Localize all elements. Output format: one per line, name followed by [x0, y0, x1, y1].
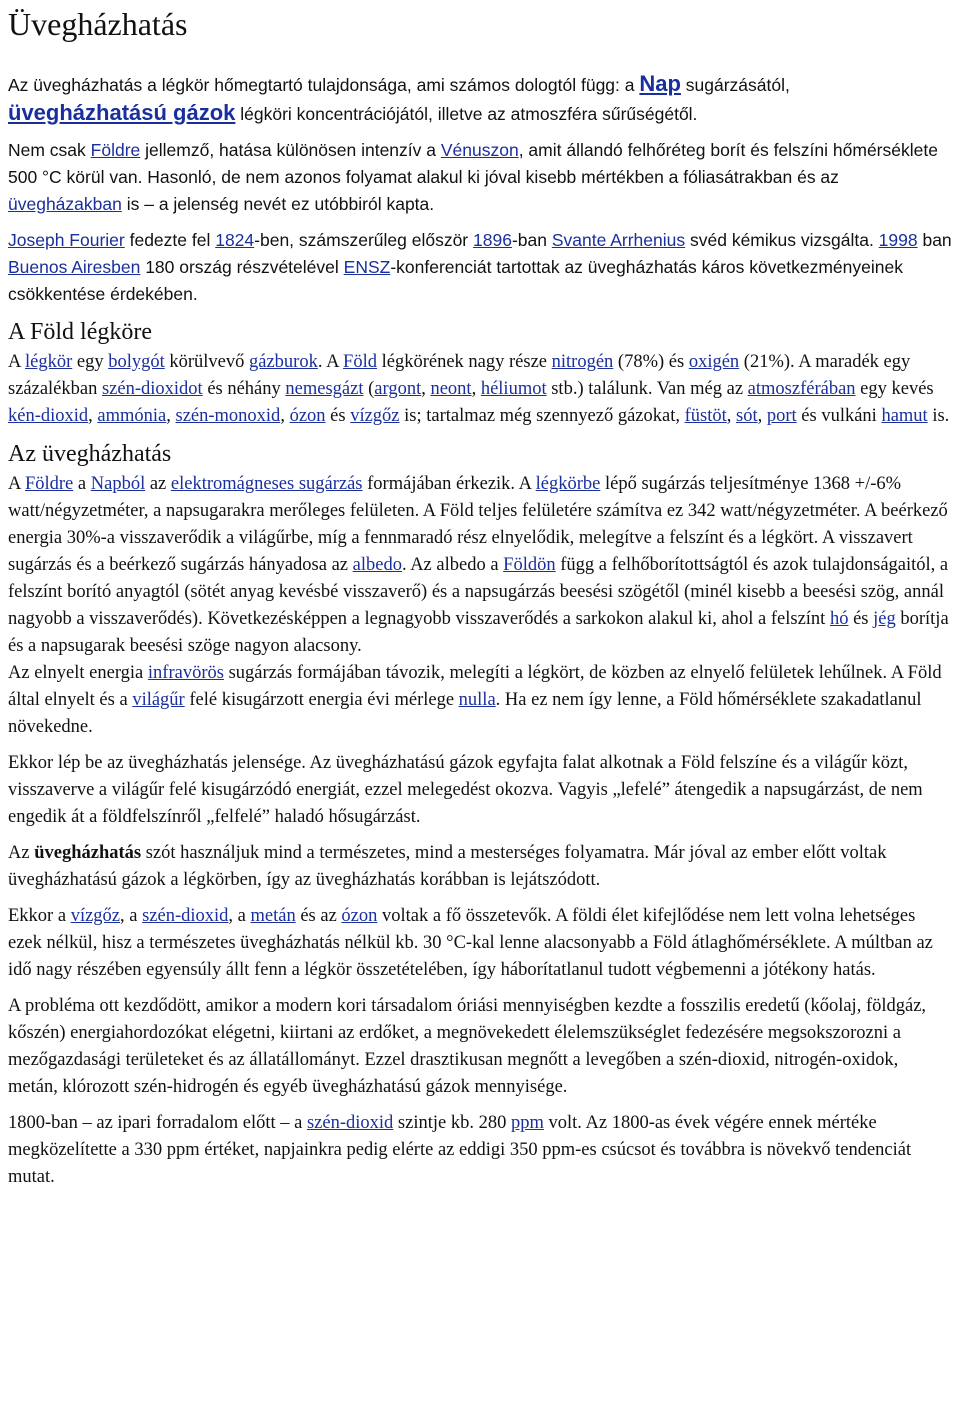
- text: és vulkáni: [796, 406, 882, 426]
- text: is; tartalmaz még szennyező gázokat,: [399, 406, 685, 426]
- link-port[interactable]: port: [766, 406, 797, 426]
- text: formájában érkezik. A: [362, 474, 536, 494]
- link-sot[interactable]: sót: [736, 406, 758, 426]
- paragraph-legkor: [8, 349, 952, 430]
- text: ,: [166, 406, 176, 426]
- text: szót használjuk mind a természetes, mind a mesterséges folyamatra. Már jóval az ember előtt voltak üvegházhatású gázok a légkörben, így az üvegházhatás korábban is lejátszódott.: [8, 843, 887, 890]
- paragraph-history: [8, 227, 952, 308]
- text: ban: [917, 230, 952, 250]
- text: -ben, számszerűleg először: [254, 230, 474, 250]
- link-foldon[interactable]: Földön: [503, 555, 556, 575]
- text: sugárzásától,: [680, 75, 790, 95]
- text: is.: [927, 406, 950, 426]
- text: és: [325, 406, 351, 426]
- section-heading-legkor: A Föld légköre: [8, 319, 152, 345]
- link-jeg[interactable]: jég: [873, 609, 896, 629]
- text: 180 ország részvételével: [140, 257, 344, 277]
- text: -ban: [511, 230, 552, 250]
- link-svante-arrhenius[interactable]: Svante Arrhenius: [551, 230, 686, 250]
- text: . A: [317, 352, 344, 372]
- paragraph-infravoros: [8, 660, 952, 741]
- text: , amit állandó felhőréteg borít és felszíni hőmérséklete 500 °C körül van. Hasonló, de nem azonos folyamat alakul ki jóval kisebb mértékben a fóliasátrakban és az: [8, 140, 938, 187]
- page-title: Üvegházhatás: [8, 6, 188, 42]
- text: Ekkor a: [8, 906, 71, 926]
- text: svéd kémikus vizsgálta.: [685, 230, 879, 250]
- text: egy kevés: [855, 379, 934, 399]
- link-elektromagneses-sugarzas[interactable]: elektromágneses sugárzás: [170, 474, 363, 494]
- link-atmoszferaban[interactable]: atmoszférában: [747, 379, 856, 399]
- link-ozon[interactable]: ózon: [289, 406, 326, 426]
- link-foldre-2[interactable]: Földre: [24, 474, 74, 494]
- paragraph-termeszetes: [8, 840, 952, 894]
- text: borítja és a napsugarak beesési szöge nagyon alacsony.: [8, 609, 949, 656]
- paragraph-venusz: [8, 137, 952, 218]
- link-legkor[interactable]: légkör: [24, 352, 73, 372]
- link-albedo[interactable]: albedo: [352, 555, 402, 575]
- link-foldre[interactable]: Földre: [90, 140, 141, 160]
- link-vizgoz[interactable]: vízgőz: [350, 406, 400, 426]
- text: ,: [88, 406, 98, 426]
- link-ozon-2[interactable]: ózon: [341, 906, 378, 926]
- link-ensz[interactable]: ENSZ: [343, 257, 391, 277]
- link-ammonia[interactable]: ammónia: [97, 406, 167, 426]
- text: 1800-ban – az ipari forradalom előtt – a: [8, 1113, 307, 1133]
- link-hamut[interactable]: hamut: [881, 406, 928, 426]
- text: Az: [8, 843, 35, 863]
- text: Az elnyelt energia: [8, 663, 148, 683]
- text: lépő sugárzás teljesítménye 1368 +/-6% watt/négyzetméter, a napsugarakra merőleges felületen. A Föld teljes felületére számítva ez 342 watt/négyzetméter. A beérkező energia 30%-a visszaverődik a világűrbe, míg a fennmaradó rész elnyelődik, melegítve a felszínt és a légkört. A visszavert sugárzás és a beérkező sugárzás hányadosa az: [8, 474, 948, 575]
- link-neont[interactable]: neont: [430, 379, 472, 399]
- text: volt. Az 1800-as évek végére ennek mértéke megközelítette a 330 ppm értéket, napjainkra pedig elérte az eddigi 350 ppm-es csúcsot és továbbra is növekvő tendenciát mutat.: [8, 1113, 912, 1187]
- link-1824[interactable]: 1824: [215, 230, 255, 250]
- text: légkörének nagy része: [376, 352, 552, 372]
- paragraph-jelenseg: Ekkor lép be az üvegházhatás jelensége. Az üvegházhatású gázok egyfajta falat alkotnak a Föld felszíne és a világűr közt, visszaverve a világűr felé kisugárzódó energiát, ezzel melegedést okozva. Vagyis „lefelé” átengedik a napsugárzást, de nem engedik át a földfelszínről „felfelé” haladó hősugárzást.: [8, 753, 923, 827]
- text: függ a felhőborítottságtól és azok tulajdonságaitól, a felszínt borító anyagtól (sötét anyag kevésbé visszaverő) és a napsugárzás beesési szögétől (minél kisebb a beesési szög, annál nagyobb a visszaverődés). Következésképpen a legnagyobb visszaverődés a sarkokon alakul ki, ahol a felszínt: [8, 555, 949, 629]
- bold-term: üvegházhatás: [34, 843, 142, 863]
- link-fold[interactable]: Föld: [343, 352, 377, 372]
- paragraph-osszetevok: [8, 903, 952, 984]
- text: . Ha ez nem így lenne, a Föld hőmérséklete szakadatlanul növekedne.: [8, 690, 922, 737]
- text: szintje kb. 280: [393, 1113, 511, 1133]
- text: felé kisugárzott energia évi mérlege: [184, 690, 459, 710]
- link-bolygot[interactable]: bolygót: [108, 352, 165, 372]
- text: ,: [280, 406, 290, 426]
- text: . Az albedo a: [401, 555, 504, 575]
- link-ho[interactable]: hó: [829, 609, 849, 629]
- link-argont[interactable]: argont: [374, 379, 422, 399]
- section-heading-uveghazhatas: Az üvegházhatás: [8, 441, 172, 467]
- text: egy: [72, 352, 109, 372]
- link-heliumot[interactable]: héliumot: [480, 379, 547, 399]
- text: jellemző, hatása különösen intenzív a: [140, 140, 441, 160]
- text: fedezte fel: [124, 230, 216, 250]
- text: A: [8, 474, 25, 494]
- link-oxigen[interactable]: oxigén: [688, 352, 740, 372]
- link-metan[interactable]: metán: [250, 906, 296, 926]
- text: ,: [726, 406, 736, 426]
- text: stb.) találunk. Van még az: [546, 379, 748, 399]
- link-infravoros[interactable]: infravörös: [147, 663, 224, 683]
- link-szen-monoxid[interactable]: szén-monoxid: [175, 406, 281, 426]
- text: ,: [757, 406, 767, 426]
- link-nap[interactable]: Nap: [639, 71, 681, 96]
- text: Nem csak: [8, 140, 91, 160]
- text: voltak a fő összetevők. A földi élet kifejlődése nem lett volna lehetséges ezek nélkül, hisz a természetes üvegházhatás nélkül kb. 30 °C-kal lenne alacsonyabb a Föld átlaghőmérséklete. A múltban az idő nagy részében egyensúly állt fenn a légkör összetételében, így háborítatlanul tudott végbemenni a jótékony hatás.: [8, 906, 933, 980]
- paragraph-ppm: [8, 1110, 952, 1191]
- link-napbol[interactable]: Napból: [90, 474, 146, 494]
- text: ,: [471, 379, 481, 399]
- link-nitrogen[interactable]: nitrogén: [551, 352, 614, 372]
- link-ppm[interactable]: ppm: [510, 1113, 544, 1133]
- link-fustot[interactable]: füstöt: [684, 406, 727, 426]
- text: , a: [120, 906, 143, 926]
- link-szen-dioxid-2[interactable]: szén-dioxid: [306, 1113, 394, 1133]
- text: a: [73, 474, 91, 494]
- link-joseph-fourier[interactable]: Joseph Fourier: [8, 230, 125, 250]
- link-szen-dioxid[interactable]: szén-dioxid: [142, 906, 229, 926]
- text: az: [145, 474, 171, 494]
- link-gazburok[interactable]: gázburok: [249, 352, 318, 372]
- link-venuszon[interactable]: Vénuszon: [440, 140, 519, 160]
- text: sugárzás formájában távozik, melegíti a légkört, de közben az elnyelő felületek lehűlnek. A Föld által elnyelt és a: [8, 663, 942, 710]
- link-1896[interactable]: 1896: [473, 230, 512, 250]
- text: is – a jelenség nevét ez utóbbiról kapta.: [121, 194, 435, 214]
- link-uveghazhatasu-gazok[interactable]: üvegházhatású gázok: [8, 100, 236, 125]
- text: és néhány: [202, 379, 286, 399]
- paragraph-sugarzas: [8, 471, 952, 660]
- text: -konferenciát tartottak az üvegházhatás káros következményeinek csökkentése érdekében.: [8, 257, 903, 304]
- text: és: [848, 609, 874, 629]
- link-nemesgazt[interactable]: nemesgázt: [285, 379, 364, 399]
- text: , a: [228, 906, 251, 926]
- text: és az: [295, 906, 342, 926]
- link-legkorbe[interactable]: légkörbe: [535, 474, 601, 494]
- link-vilagur[interactable]: világűr: [132, 690, 185, 710]
- link-szen-dioxidot[interactable]: szén-dioxidot: [101, 379, 203, 399]
- link-ken-dioxid[interactable]: kén-dioxid: [8, 406, 89, 426]
- text: (78%) és: [613, 352, 689, 372]
- text: (21%). A maradék egy százalékban: [8, 352, 911, 399]
- paragraph-problema: A probléma ott kezdődött, amikor a modern kori társadalom óriási mennyiségben kezdte a fosszilis eredetű (kőolaj, földgáz, kőszén) energiahordozókat elégetni, kiirtani az erdőket, a megnövekedett élelemszükséglet fedezésére megsokszorozni a mezőgazdasági területeket és az állatállományt. Ezzel drasztikusan megnőtt a levegőben a szén-dioxid, nitrogén-oxidok, metán, klórozott szén-hidrogén és egyéb üvegházhatású gázok mennyisége.: [8, 996, 927, 1097]
- text: ,: [421, 379, 431, 399]
- intro-paragraph: [8, 70, 952, 128]
- text: (: [363, 379, 375, 399]
- text: körülvevő: [164, 352, 249, 372]
- link-vizgoz-2[interactable]: vízgőz: [70, 906, 120, 926]
- text: légköri koncentrációjától, illetve az atmoszféra sűrűségétől.: [235, 104, 698, 124]
- text: Az üvegházhatás a légkör hőmegtartó tulajdonsága, ami számos dologtól függ: a: [8, 75, 640, 95]
- text: A: [8, 352, 25, 372]
- link-1998[interactable]: 1998: [878, 230, 918, 250]
- link-buenos-airesben[interactable]: Buenos Airesben: [8, 257, 141, 277]
- link-nulla[interactable]: nulla: [458, 690, 496, 710]
- link-uveghazakban[interactable]: üvegházakban: [8, 194, 122, 214]
